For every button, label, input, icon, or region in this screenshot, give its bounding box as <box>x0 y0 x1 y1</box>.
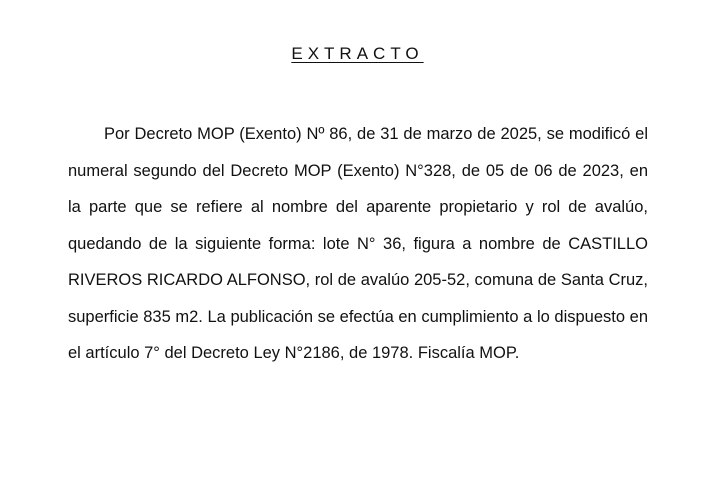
document-title: EXTRACTO <box>291 44 424 63</box>
document-paragraph: Por Decreto MOP (Exento) Nº 86, de 31 de marzo de 2025, se modificó el numeral segundo del Decreto MOP (Exento) N°328, de 05 de 06 de 2023, en la parte que se refiere al nombre del aparente propietario y rol de avalúo, quedando de la siguiente forma: lote N° 36, figura a nombre de CASTILLO RIVEROS RICARDO ALFONSO, rol de avalúo 205-52, comuna de Santa Cruz, superficie 835 m2. La publicación se efectúa en cumplimiento a lo dispuesto en el artículo 7° del Decreto Ley N°2186, de 1978. Fiscalía MOP. <box>68 125 648 362</box>
